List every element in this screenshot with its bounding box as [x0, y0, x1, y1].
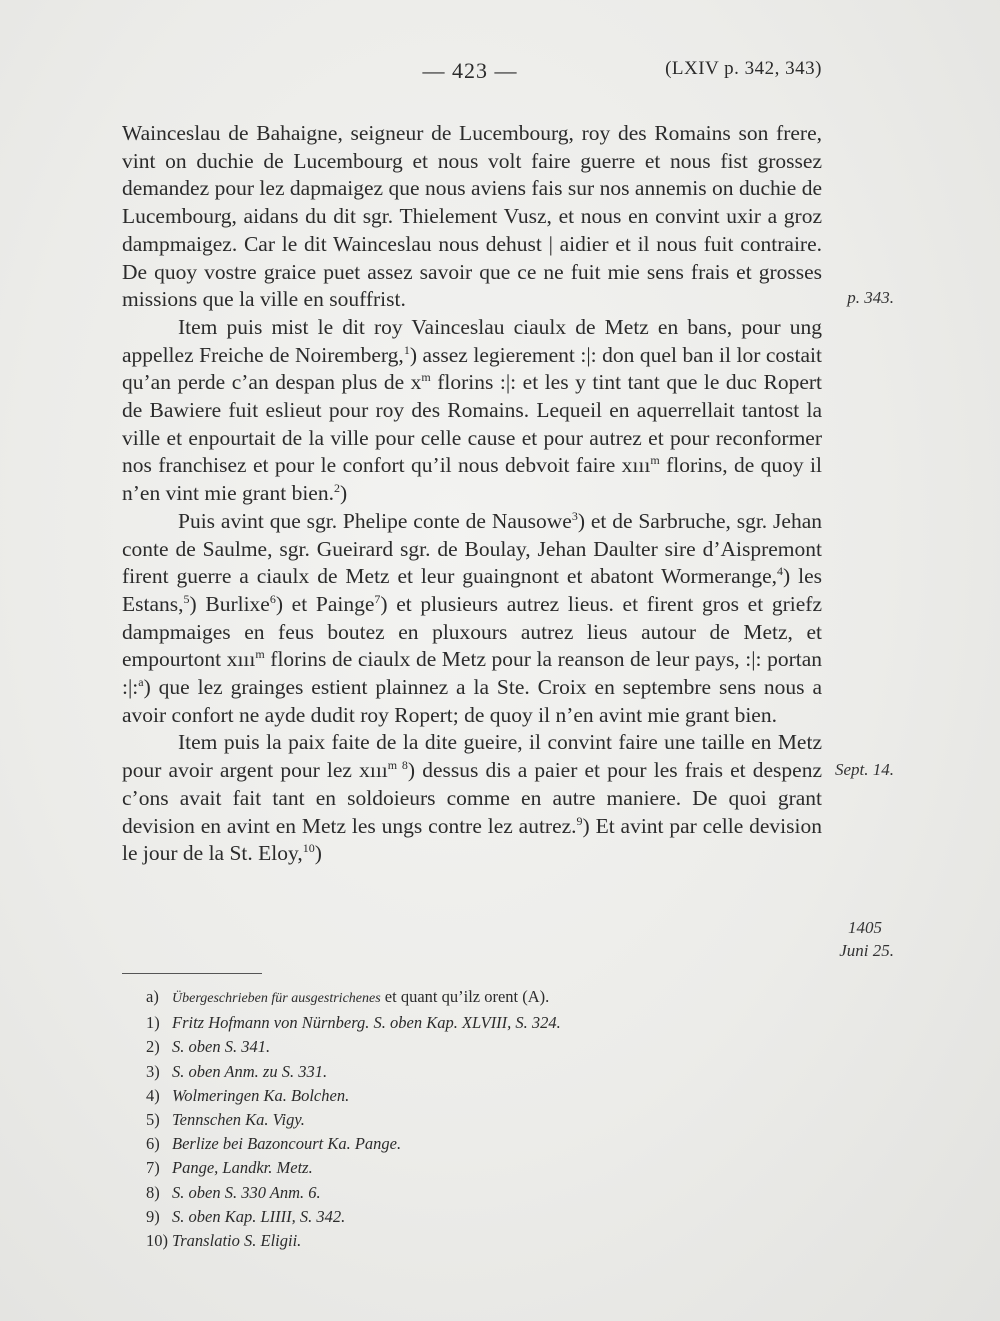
footnote-text: Fritz Hofmann von Nürnberg. S. oben Kap. XLVIII, S. 324.	[172, 1013, 561, 1033]
main-text	[122, 120, 822, 868]
footnote-text: S. oben Kap. LIIII, S. 342.	[172, 1206, 346, 1226]
footnote	[146, 1205, 812, 1229]
footnote-rule	[122, 973, 262, 974]
footnote-label: 2)	[146, 1037, 160, 1057]
footnote-text: S. oben S. 341.	[172, 1037, 271, 1057]
footnote	[146, 1060, 812, 1084]
footnote	[146, 1084, 812, 1108]
footnote	[146, 1108, 812, 1132]
margin-note-date-juni: Juni 25.	[839, 941, 894, 960]
footnote-label: 8)	[146, 1182, 160, 1202]
page-header	[0, 58, 1000, 88]
margin-note-year: 1405	[848, 918, 882, 937]
footnote-label: 7)	[146, 1158, 160, 1178]
footnote-label: 5)	[146, 1110, 160, 1130]
footnote-text: S. oben Anm. zu S. 331.	[172, 1061, 328, 1081]
footnote	[146, 985, 812, 1011]
footnote-text: Berlize bei Bazoncourt Ka. Pange.	[172, 1134, 402, 1154]
footnote-text: Translatio S. Eligii.	[172, 1231, 302, 1251]
margin-note-page-ref: p. 343.	[847, 288, 894, 307]
footnote	[146, 1156, 812, 1180]
footnote-text-plain: et quant qu’ilz orent (A).	[380, 987, 550, 1006]
footnote-label: 1)	[146, 1013, 160, 1033]
paragraph-p4: Item puis la paix faite de la dite gueire, il convint faire une taille en Metz pour avoir argent pour lez xııı$^{m 8}$) dessus dis a paier et pour les frais et despenz c’ons avait fait tant en soldoieurs comme en autre maniere. De quoi grant devision en avint en Metz les ungs contre lez autrez.$^9$) Et avint par celle devision le jour de la St. Eloy,$^{10}$)	[122, 730, 822, 866]
footnote-text: Pange, Landkr. Metz.	[172, 1158, 313, 1178]
footnote	[146, 1011, 812, 1035]
footnote-label: 10)	[146, 1231, 168, 1251]
footnote	[146, 1132, 812, 1156]
footnote-label: 6)	[146, 1134, 160, 1154]
footnote	[146, 1035, 812, 1059]
footnote-label: 4)	[146, 1085, 160, 1105]
footnote-text: Wolmeringen Ka. Bolchen.	[172, 1085, 350, 1105]
footnote-text: S. oben S. 330 Anm. 6.	[172, 1182, 321, 1202]
footnote-text: Tennschen Ka. Vigy.	[172, 1110, 305, 1130]
footnote-text: Übergeschrieben für ausgestrichenes	[172, 991, 381, 1006]
margin-note-date-sept: Sept. 14.	[834, 760, 894, 779]
footnotes	[146, 985, 812, 1253]
paragraph-p1: Wainceslau de Bahaigne, seigneur de Lucembourg, roy des Romains son frere, vint on duchie de Lucembourg et nous volt faire guerre et nous fist grossez demandez pour lez dapmaigez que nous aviens fais sur nos annemis on duchie de Lucembourg, aidans du dit sgr. Thielement Vusz, et nous en convint uxir a groz dampmaigez. Car le dit Wainceslau nous dehust | aidier et il nous fuit contraire. De quoy vostre graice puet assez savoir que ce ne fuit mie sens frais et grosses missions que la ville en souffrist.	[122, 121, 822, 312]
running-reference: (LXIV p. 342, 343)	[665, 58, 822, 79]
paragraph-p3: Puis avint que sgr. Phelipe conte de Nausowe$^3$) et de Sarbruche, sgr. Jehan conte de Saulme, sgr. Gueirard sgr. de Boulay, Jehan Daulter sire d’Aispremont firent guerre a ciaulx de Metz et leur guaingnont et abatont Wormerange,$^4$) les Estans,$^5$) Burlixe$^6$) et Painge$^7$) et plusieurs autrez lieus. et firent gros et griefz dampmaiges en feus boutez en pluxours autrez lieus autour de Metz, et empourtont xııı$^m$ florins de ciaulx de Metz pour la reanson de leur pays, :|: portan :|:$^a$) que lez grainges estient plainnez a la Ste. Croix en septembre sens nous a avoir confort ne ayde dudit roy Ropert; de quoy il n’en avint mie grant bien.	[122, 508, 823, 727]
footnote-label: 3)	[146, 1061, 160, 1081]
footnote	[146, 1181, 812, 1205]
footnote-label: 9)	[146, 1206, 160, 1226]
footnote	[146, 1229, 812, 1253]
footnote-label: a)	[146, 987, 159, 1006]
page-number: — 423 —	[422, 58, 518, 83]
paragraph-p2: Item puis mist le dit roy Vainceslau ciaulx de Metz en bans, pour ung appellez Freiche de Noiremberg,$^1$) assez legierement :|: don quel ban il lor costait qu’an perde c’an despan plus de $x^m$ florins :|: et les y tint tant que le duc Ropert de Bawiere fuit eslieut pour roy des Romains. Lequeil en aquerrellait tantost la ville et enpourtait de la ville pour celle cause et pour autrez et pour reconformer nos franchisez et pour le confort qu’il nous debvoit faire xııı$^m$ florins, de quoy il n’en vint mie grant bien.$^2$)	[122, 314, 822, 506]
